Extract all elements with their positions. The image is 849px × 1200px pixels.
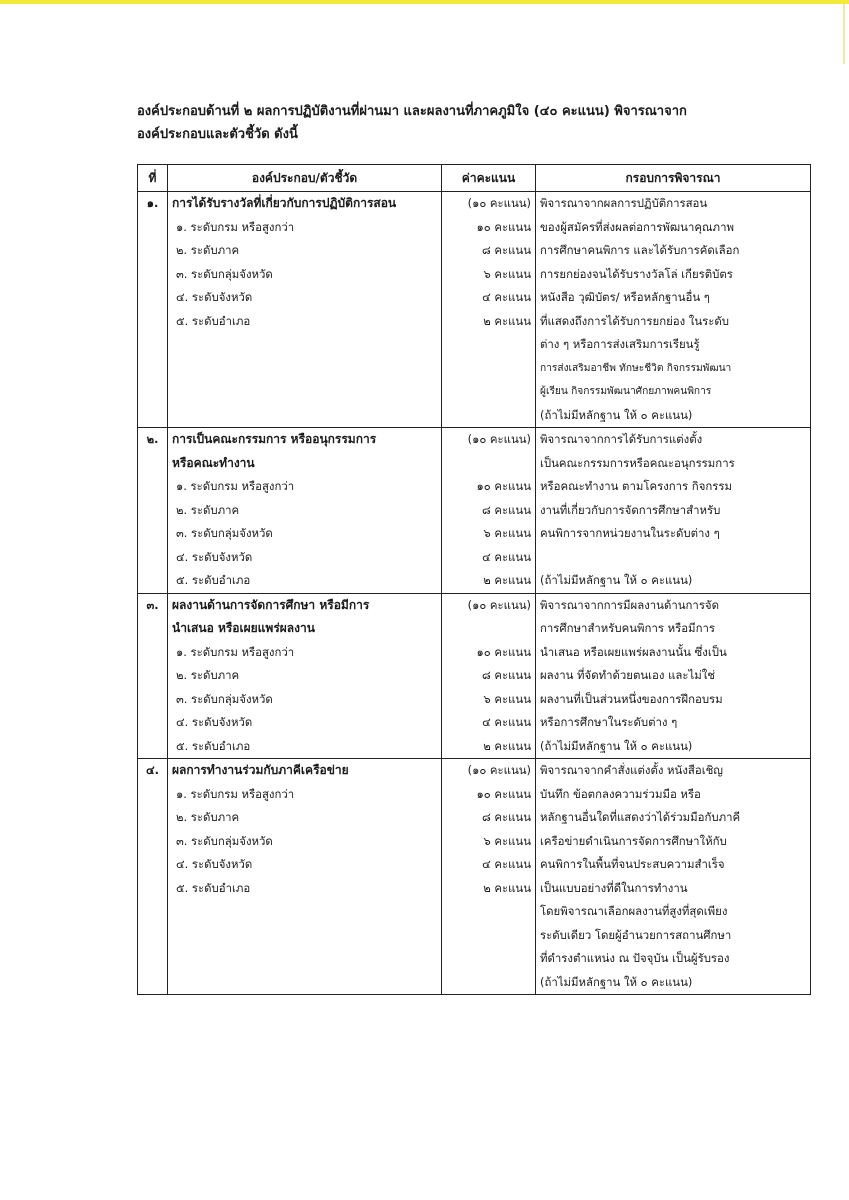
framework-line: การศึกษาคนพิการ และได้รับการคัดเลือก: [540, 243, 740, 257]
table-row: [138, 192, 811, 428]
score-spacer: [446, 452, 531, 476]
framework-line: ของผู้สมัครที่ส่งผลต่อการพัฒนาคุณภาพ: [540, 219, 734, 234]
level-label: ๑. ระดับกรม หรือสูงกว่า: [176, 786, 295, 801]
heading-line-1: องค์ประกอบด้านที่ ๒ ผลการปฏิบัติงานที่ผ่านมา และผลงานที่ภาคภูมิใจ (๔๐ คะแนน) พิจารณาจาก: [137, 104, 687, 119]
indicator-cell: [168, 428, 442, 594]
level-score: ๖ คะแนน: [483, 691, 531, 706]
framework-line: นำเสนอ หรือเผยแพร่ผลงานนั้น ซึ่งเป็น: [540, 644, 727, 659]
level-label: ๑. ระดับกรม หรือสูงกว่า: [176, 644, 295, 659]
framework-line: ที่แสดงถึงการได้รับการยกย่อง ในระดับ: [540, 313, 729, 328]
framework-cell: [536, 428, 811, 594]
header-score: ค่าคะแนน: [442, 165, 536, 192]
level-score: ๔ คะแนน: [482, 549, 531, 564]
table-row: [138, 759, 811, 995]
row-number: ๓.: [138, 593, 168, 759]
score-spacer: [446, 617, 531, 641]
level-label: ๕. ระดับอำเภอ: [176, 313, 251, 328]
page-top-edge: [0, 0, 849, 4]
row-number: ๑.: [138, 192, 168, 428]
total-score: (๑๐ คะแนน): [467, 196, 531, 210]
framework-line: ที่ดำรงตำแหน่ง ณ ปัจจุบัน เป็นผู้รับรอง: [540, 951, 730, 965]
framework-line: หรือการศึกษาในระดับต่าง ๆ: [540, 715, 678, 729]
level-label: ๕. ระดับอำเภอ: [176, 880, 251, 895]
framework-line: หนังสือ วุฒิบัตร/ หรือหลักฐานอื่น ๆ: [540, 290, 710, 304]
level-score: ๔ คะแนน: [482, 290, 531, 304]
level-score: ๘ คะแนน: [481, 502, 531, 517]
framework-cell: [536, 192, 811, 428]
framework-line: คนพิการจากหน่วยงานในระดับต่าง ๆ: [540, 526, 720, 540]
level-label: ๓. ระดับกลุ่มจังหวัด: [176, 266, 273, 281]
framework-line: เครือข่ายดำเนินการจัดการศึกษาให้กับ: [540, 833, 727, 848]
framework-line: ผลงานที่เป็นส่วนหนึ่งของการฝึกอบรม: [540, 691, 723, 706]
framework-line: คนพิการในพื้นที่จนประสบความสำเร็จ: [540, 857, 725, 871]
level-label: ๑. ระดับกรม หรือสูงกว่า: [176, 219, 295, 234]
framework-line: (ถ้าไม่มีหลักฐาน ให้ ๐ คะแนน): [540, 573, 693, 587]
page-right-edge: [843, 4, 845, 64]
row-number: ๒.: [138, 428, 168, 594]
level-label: ๓. ระดับกลุ่มจังหวัด: [176, 526, 273, 540]
level-label: ๒. ระดับภาค: [176, 668, 240, 682]
level-label: ๔. ระดับจังหวัด: [176, 715, 253, 729]
total-score: (๑๐ คะแนน): [467, 763, 531, 777]
level-score: ๔ คะแนน: [482, 857, 531, 871]
level-score: ๒ คะแนน: [483, 313, 531, 328]
framework-line: ต่าง ๆ หรือการส่งเสริมการเรียนรู้: [540, 337, 700, 351]
level-score: ๖ คะแนน: [483, 266, 531, 281]
level-score: ๖ คะแนน: [483, 526, 531, 540]
level-label: ๔. ระดับจังหวัด: [176, 290, 253, 304]
indicator-title: การได้รับรางวัลที่เกี่ยวกับการปฏิบัติการสอน: [172, 196, 397, 210]
table-header-row: [138, 165, 811, 192]
framework-line: ผู้เรียน กิจกรรมพัฒนาศักยภาพคนพิการ: [540, 386, 712, 397]
framework-line: การส่งเสริมอาชีพ ทักษะชีวิต กิจกรรมพัฒนา: [540, 362, 732, 374]
score-cell: [442, 428, 536, 594]
level-score: ๑๐ คะแนน: [476, 786, 531, 801]
framework-line: เป็นแบบอย่างที่ดีในการทำงาน: [540, 880, 688, 895]
indicator-title: ผลการทำงานร่วมกับภาคีเครือข่าย: [172, 763, 349, 777]
framework-line: พิจารณาจากคำสั่งแต่งตั้ง หนังสือเชิญ: [540, 763, 724, 777]
header-no: ที่: [138, 165, 168, 192]
level-label: ๕. ระดับอำเภอ: [176, 573, 251, 587]
total-score: (๑๐ คะแนน): [467, 597, 531, 612]
framework-line: พิจารณาจากผลการปฏิบัติการสอน: [540, 196, 708, 210]
framework-line: พิจารณาจากการมีผลงานด้านการจัด: [540, 597, 720, 612]
score-cell: [442, 759, 536, 995]
criteria-table: [137, 164, 811, 995]
score-cell: [442, 593, 536, 759]
level-score: ๒ คะแนน: [483, 573, 531, 587]
framework-line: (ถ้าไม่มีหลักฐาน ให้ ๐ คะแนน): [540, 738, 693, 753]
level-label: ๒. ระดับภาค: [176, 243, 240, 257]
level-score: ๑๐ คะแนน: [476, 644, 531, 659]
indicator-title: นำเสนอ หรือเผยแพร่ผลงาน: [172, 621, 315, 635]
level-label: ๕. ระดับอำเภอ: [176, 738, 251, 753]
level-label: ๒. ระดับภาค: [176, 810, 240, 824]
framework-line: [540, 546, 806, 570]
framework-line: (ถ้าไม่มีหลักฐาน ให้ ๐ คะแนน): [540, 974, 693, 989]
framework-line: เป็นคณะกรรมการหรือคณะอนุกรรมการ: [540, 455, 735, 470]
level-label: ๓. ระดับกลุ่มจังหวัด: [176, 691, 273, 706]
framework-cell: [536, 759, 811, 995]
score-cell: [442, 192, 536, 428]
framework-line: หลักฐานอื่นใดที่แสดงว่าได้ร่วมมือกับภาคี: [540, 810, 741, 824]
framework-line: หรือคณะทำงาน ตามโครงการ กิจกรรม: [540, 479, 733, 493]
header-framework: กรอบการพิจารณา: [536, 165, 811, 192]
row-number: ๔.: [138, 759, 168, 995]
framework-line: ระดับเดียว โดยผู้อำนวยการสถานศึกษา: [540, 927, 732, 942]
framework-line: โดยพิจารณาเลือกผลงานที่สูงที่สุดเพียง: [540, 904, 728, 918]
indicator-title: ผลงานด้านการจัดการศึกษา หรือมีการ: [172, 597, 370, 612]
table-row: [138, 428, 811, 594]
level-label: ๑. ระดับกรม หรือสูงกว่า: [176, 479, 295, 493]
level-score: ๑๐ คะแนน: [476, 479, 531, 493]
level-score: ๑๐ คะแนน: [476, 219, 531, 234]
framework-line: การยกย่องจนได้รับรางวัลโล่ เกียรติบัตร: [540, 266, 733, 281]
level-label: ๔. ระดับจังหวัด: [176, 549, 253, 564]
framework-line: ผลงาน ที่จัดทำด้วยตนเอง และไม่ใช่: [540, 668, 716, 682]
section-heading: [137, 100, 817, 146]
framework-cell: [536, 593, 811, 759]
table-row: [138, 593, 811, 759]
level-label: ๓. ระดับกลุ่มจังหวัด: [176, 833, 273, 848]
heading-line-2: องค์ประกอบและตัวชี้วัด ดังนี้: [137, 127, 298, 142]
indicator-title: การเป็นคณะกรรมการ หรืออนุกรรมการ: [172, 432, 377, 446]
level-score: ๔ คะแนน: [482, 715, 531, 729]
indicator-title: หรือคณะทำงาน: [172, 455, 255, 470]
indicator-cell: [168, 593, 442, 759]
total-score: (๑๐ คะแนน): [467, 432, 531, 446]
indicator-cell: [168, 192, 442, 428]
framework-line: บันทึก ข้อตกลงความร่วมมือ หรือ: [540, 786, 701, 801]
level-score: ๖ คะแนน: [483, 833, 531, 848]
level-score: ๒ คะแนน: [483, 880, 531, 895]
header-indicator: องค์ประกอบ/ตัวชี้วัด: [168, 165, 442, 192]
framework-line: พิจารณาจากการได้รับการแต่งตั้ง: [540, 432, 703, 446]
framework-line: งานที่เกี่ยวกับการจัดการศึกษาสำหรับ: [540, 502, 721, 517]
level-score: ๘ คะแนน: [481, 668, 531, 682]
framework-line: การศึกษาสำหรับคนพิการ หรือมีการ: [540, 621, 715, 635]
level-label: ๔. ระดับจังหวัด: [176, 857, 253, 871]
indicator-cell: [168, 759, 442, 995]
level-score: ๘ คะแนน: [481, 810, 531, 824]
framework-line: (ถ้าไม่มีหลักฐาน ให้ ๐ คะแนน): [540, 407, 693, 422]
level-score: ๒ คะแนน: [483, 738, 531, 753]
level-label: ๒. ระดับภาค: [176, 502, 240, 517]
level-score: ๘ คะแนน: [481, 243, 531, 257]
